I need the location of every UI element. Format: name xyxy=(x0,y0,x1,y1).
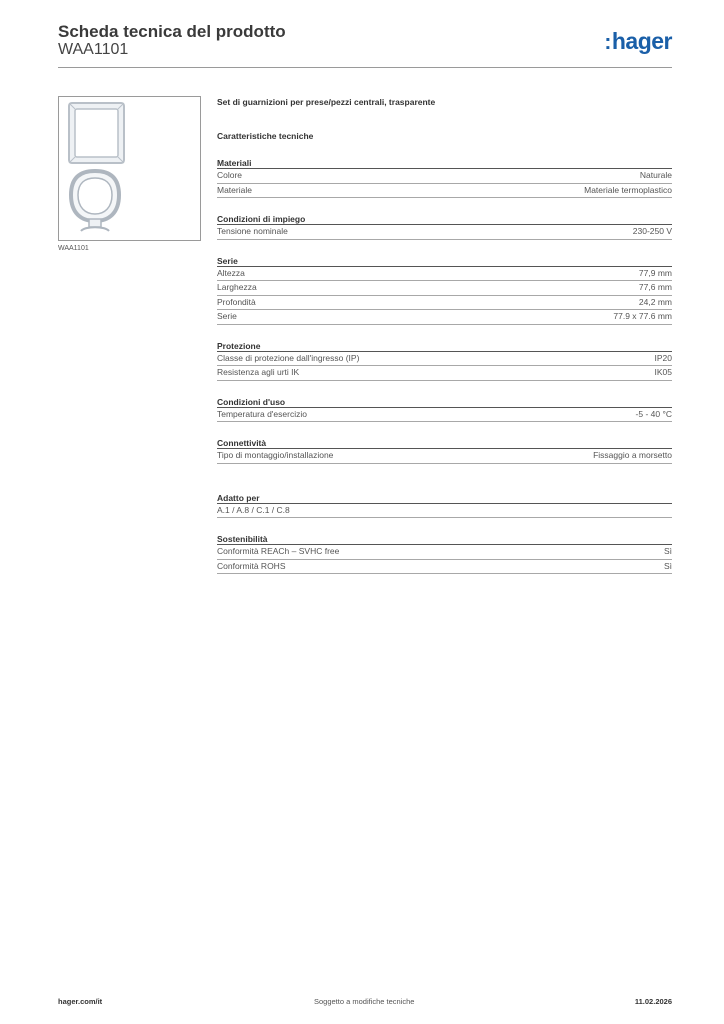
spec-value: Sì xyxy=(663,546,672,556)
page-footer xyxy=(58,997,672,1009)
group-adatto-per xyxy=(217,492,672,519)
page-title: Scheda tecnica del prodotto xyxy=(58,22,286,41)
spec-label: Serie xyxy=(217,311,237,321)
spec-row xyxy=(217,449,672,464)
spec-row xyxy=(217,184,672,199)
group-title: Materiali xyxy=(217,157,672,169)
spec-value: 24,2 mm xyxy=(638,296,672,307)
spec-value: 77,9 mm xyxy=(638,267,672,278)
spec-value: Naturale xyxy=(639,170,672,180)
group-sostenibilita xyxy=(217,533,672,574)
spec-label: Altezza xyxy=(217,267,245,278)
group-serie xyxy=(217,255,672,325)
spec-row xyxy=(217,366,672,381)
spec-label: A.1 / A.8 / C.1 / C.8 xyxy=(217,504,290,515)
spec-label: Resistenza agli urti IK xyxy=(217,367,300,377)
photo-caption: WAA1101 xyxy=(58,245,89,252)
group-title: Condizioni d'uso xyxy=(217,396,672,408)
spec-label: Tensione nominale xyxy=(217,226,288,236)
group-title: Adatto per xyxy=(217,492,672,504)
logo-text: hager xyxy=(611,28,672,54)
group-title: Protezione xyxy=(217,340,672,352)
spec-row xyxy=(217,267,672,282)
spec-value: IK05 xyxy=(654,367,672,377)
product-code: WAA1101 xyxy=(58,41,129,58)
product-photo xyxy=(58,96,201,241)
spec-label: Larghezza xyxy=(217,282,257,292)
spec-value: IP20 xyxy=(654,352,672,363)
spec-row xyxy=(217,545,672,560)
hager-logo: :hager xyxy=(604,28,672,54)
group-title: Serie xyxy=(217,255,672,267)
spec-label: Conformità REACh – SVHC free xyxy=(217,546,340,556)
spec-row xyxy=(217,225,672,240)
spec-value: -5 - 40 °C xyxy=(635,408,672,419)
spec-label: Conformità ROHS xyxy=(217,560,286,571)
group-protezione xyxy=(217,340,672,381)
spec-value: Fissaggio a morsetto xyxy=(593,450,672,460)
spec-label: Materiale xyxy=(217,184,252,195)
spec-value: 77.9 x 77.6 mm xyxy=(613,311,672,321)
header-divider xyxy=(58,67,672,68)
spec-value: Sì xyxy=(663,560,672,571)
spec-content xyxy=(217,96,672,574)
spec-value: 77,6 mm xyxy=(638,282,672,292)
product-description: Set di guarnizioni per prese/pezzi centrali, trasparente xyxy=(217,97,436,107)
group-title: Connettività xyxy=(217,437,672,449)
spec-row xyxy=(217,352,672,367)
spec-row xyxy=(217,310,672,325)
footer-website-link[interactable]: hager.com/it xyxy=(58,997,103,1006)
group-condizioni-impiego xyxy=(217,213,672,240)
spec-label: Profondità xyxy=(217,296,256,307)
group-title: Condizioni di impiego xyxy=(217,213,672,225)
spec-row xyxy=(217,296,672,311)
footer-note: Soggetto a modifiche tecniche xyxy=(314,997,415,1006)
spec-row xyxy=(217,560,672,575)
group-condizioni-uso xyxy=(217,396,672,423)
footer-date: 11.02.2026 xyxy=(634,997,672,1006)
spec-label: Temperatura d'esercizio xyxy=(217,408,307,419)
spec-row xyxy=(217,504,672,519)
group-materiali xyxy=(217,157,672,198)
spec-row xyxy=(217,281,672,296)
spec-label: Classe di protezione dall'ingresso (IP) xyxy=(217,352,360,363)
spec-label: Tipo di montaggio/installazione xyxy=(217,450,334,460)
page-header xyxy=(58,20,672,68)
spec-label: Colore xyxy=(217,170,243,180)
spec-row xyxy=(217,408,672,423)
gasket-set-product-photo-icon xyxy=(59,97,200,240)
spec-value: 230-250 V xyxy=(632,226,672,236)
section-title: Caratteristiche tecniche xyxy=(217,131,314,141)
spec-row xyxy=(217,169,672,184)
group-title: Sostenibilità xyxy=(217,533,672,545)
group-connettivita xyxy=(217,437,672,464)
spec-value: Materiale termoplastico xyxy=(584,184,672,195)
